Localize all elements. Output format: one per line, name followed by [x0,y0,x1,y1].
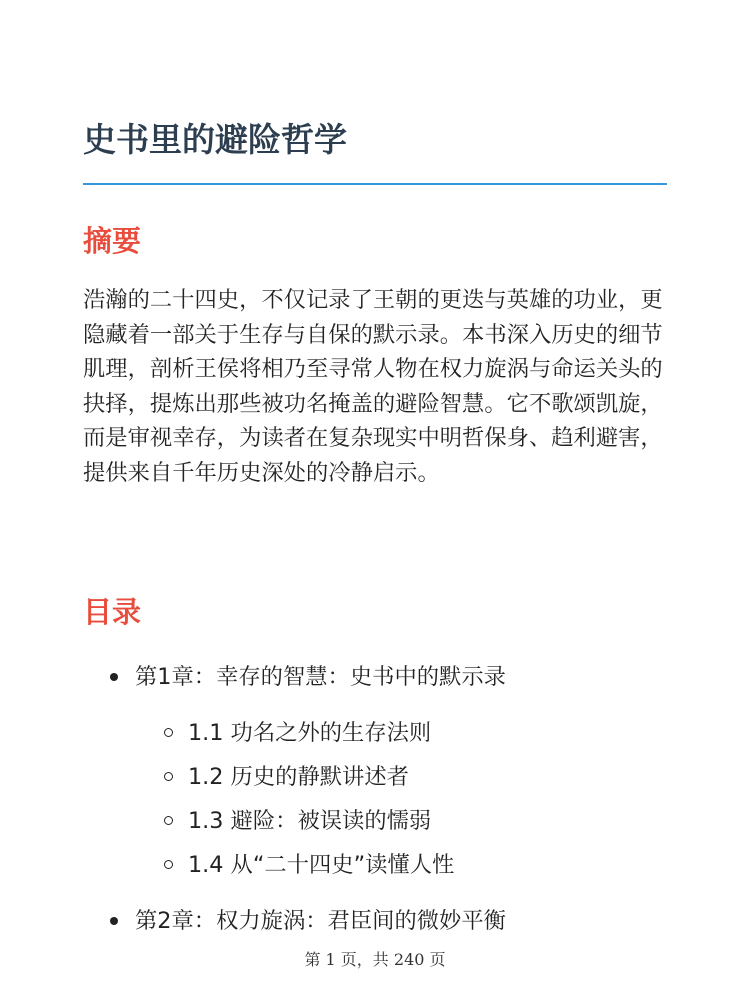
circle-bullet-icon [164,860,173,869]
table-of-contents [83,655,667,943]
circle-bullet-icon [164,816,173,825]
abstract-text: 浩瀚的二十四史，不仅记录了王朝的更迭与英雄的功业，更隐藏着一部关于生存与自保的默示录。本书深入历史的细节肌理，剖析王侯将相乃至寻常人物在权力旋涡与命运关头的抉择，提炼出那些被功名掩盖的避险智慧。它不歌颂凯旋，而是审视幸存，为读者在复杂现实中明哲保身、趋利避害，提供来自千年历史深处的冷静启示。 [83,287,663,486]
toc-section-1-4[interactable] [83,843,667,887]
toc-section-label: 1.1 功名之外的生存法则 [188,720,432,746]
toc-section-1-1[interactable] [83,711,667,755]
toc-section-label: 1.2 历史的静默讲述者 [188,764,409,790]
circle-bullet-icon [164,728,173,737]
bullet-icon [110,917,118,925]
bullet-icon [110,673,118,681]
circle-bullet-icon [164,772,173,781]
toc-chapter-1[interactable] [83,655,667,699]
title-divider [83,183,667,185]
toc-section-1-2[interactable] [83,755,667,799]
toc-section-label: 1.3 避险：被误读的懦弱 [188,808,432,834]
toc-section-1-3[interactable] [83,799,667,843]
document-title: 史书里的避险哲学 [83,120,347,159]
toc-chapter-2[interactable] [83,899,667,943]
abstract-heading: 摘要 [83,224,142,258]
toc-heading: 目录 [83,595,142,629]
toc-section-label: 1.4 从“二十四史”读懂人性 [188,852,455,878]
toc-chapter-label: 第2章：权力旋涡：君臣间的微妙平衡 [135,908,506,934]
toc-chapter-1-sections [83,711,667,887]
toc-chapter-label: 第1章：幸存的智慧：史书中的默示录 [135,664,506,690]
page-number: 第 1 页，共 240 页 [304,950,446,969]
document-page [83,0,667,1000]
